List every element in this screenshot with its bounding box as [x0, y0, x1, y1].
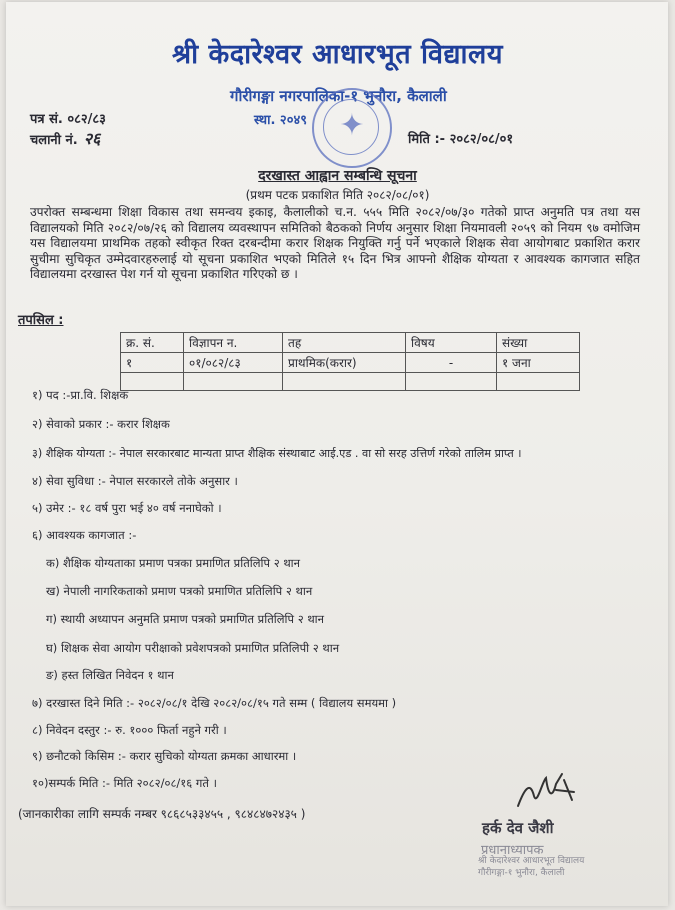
- col-header-subject: विषय: [406, 333, 497, 353]
- signatory-stamp: [478, 855, 584, 879]
- table-cell: १: [121, 353, 184, 373]
- item-selection: ९) छनौटको किसिम :- करार सुचिको योग्यता क्रमका आधारमा ।: [32, 749, 297, 763]
- table-cell: [184, 373, 283, 391]
- item-fee: ८) निवेदन दस्तुर :- रु. १००० फिर्ता नहुने गरी ।: [32, 723, 227, 737]
- table-cell: [283, 373, 406, 391]
- notice-body: उपरोक्त सम्बन्धमा शिक्षा विकास तथा समन्वय इकाइ, कैलालीको च.न. ५५५ मिति २०८२/०७/३० गतेको प्राप्त अनुमति पत्र तथा यस विद्यालयको मिति २०८२/०७/२६ को विद्यालय व्यवस्थापन समितिको बैठकको निर्णय अनुसार शिक्षा नियमावली २०५९ को नियम ९७ वमोजिम यस विद्यालयमा प्राथमिक तहको स्वीकृत रिक्त दरबन्दीमा करार शिक्षक नियुक्ति गर्नु पर्ने भएकाले शिक्षक सेवा आयोगबाट प्रकाशित करार सुचीमा सुचिकृत उम्मेदवारहरुलाई यो सूचना प्रकाशित भएको मितिले १५ दिन भित्र आफ्नो शैक्षिक योग्यता र आवश्यक कागजात सहित विद्यालयमा दरखास्त पेश गर्न यो सूचना प्रकाशित गरिएको छ ।: [30, 205, 640, 281]
- item-contact-date: १०)सम्पर्क मिति :- मिति २०८२/०८/१६ गते ।: [32, 776, 217, 790]
- table-cell: ०१/०८२/८३: [184, 353, 283, 373]
- details-label: तपसिल :: [18, 313, 64, 328]
- table-cell: [121, 373, 184, 391]
- signatory-title: प्रधानाध्यापक: [481, 843, 544, 858]
- established-year: स्था. २०४९: [254, 113, 307, 128]
- table-row: [121, 353, 580, 373]
- item-facility: ४) सेवा सुविधा :- नेपाल सरकारले तोके अनुसार ।: [32, 474, 238, 488]
- dispatch-label: चलानी नं.: [30, 133, 78, 148]
- col-header-serial: क्र. सं.: [121, 333, 184, 353]
- item-doc-e: ङ) हस्त लिखित निवेदन १ थान: [46, 668, 174, 682]
- school-address: गौरीगङ्गा नगरपालिका-१ भुनौरा, कैलाली: [230, 87, 447, 105]
- reference-number: पत्र सं. ०८२/८३: [30, 112, 106, 127]
- item-age: ५) उमेर :- १८ वर्ष पुरा भई ४० वर्ष ननाघेको ।: [32, 501, 222, 515]
- table-cell: [497, 373, 580, 391]
- item-contact-numbers: (जानकारीका लागि सम्पर्क नम्बर ९८६८५३३४५५ , ९८४८४७२४३५ ): [18, 807, 306, 821]
- notice-title: दरखास्त आह्वान सम्बन्धि सूचना: [258, 168, 417, 184]
- item-post: १) पद :-प्रा.वि. शिक्षक: [32, 388, 129, 402]
- item-service-type: २) सेवाको प्रकार :- करार शिक्षक: [32, 417, 170, 431]
- table-cell: प्राथमिक(करार): [283, 353, 406, 373]
- table-row: [121, 373, 580, 391]
- signatory-name: हर्क देव जैशी: [482, 819, 554, 837]
- signature-scribble: [512, 770, 584, 816]
- dispatch-value: २६: [83, 129, 101, 148]
- school-name: श्री केदारेश्वर आधारभूत विद्यालय: [171, 39, 504, 70]
- letter-date: मिति :- २०८२/०८/०१: [408, 132, 514, 147]
- notice-subtitle: (प्रथम पटक प्रकाशित मिति २०८२/०८/०१): [245, 188, 430, 202]
- col-header-ad-no: विज्ञापन न.: [184, 333, 283, 353]
- item-doc-b: ख) नेपाली नागरिकताको प्रमाण पत्रको प्रमाणित प्रतिलिपि २ थान: [46, 584, 313, 598]
- dispatch-number: [30, 127, 100, 149]
- stamp-line-school: श्री केदारेश्वर आधारभूत विद्यालय: [478, 856, 585, 866]
- col-header-count: संख्या: [497, 333, 580, 353]
- item-qualification: ३) शैक्षिक योग्यता :- नेपाल सरकारबाट मान्यता प्राप्त शैक्षिक संस्थाबाट आई.एड . वा सो सरह उत्तिर्ण गरेको तालिम प्राप्त ।: [32, 447, 522, 460]
- item-apply-date: ७) दरखास्त दिने मिति :- २०८२/०८/१ देखि २०८२/०८/१५ गते सम्म ( विद्यालय समयमा ): [32, 696, 397, 710]
- item-documents-label: ६) आवश्यक कागजात :-: [32, 528, 137, 542]
- stamp-line-address: गौरीगङ्गा-१ भुनौरा, कैलाली: [478, 868, 565, 878]
- item-doc-d: घ) शिक्षक सेवा आयोग परीक्षाको प्रवेशपत्रको प्रमाणित प्रतिलिपी २ थान: [46, 641, 340, 655]
- table-cell: -: [406, 353, 497, 373]
- table-header-row: [121, 333, 580, 353]
- item-doc-a: क) शैक्षिक योग्यताका प्रमाण पत्रका प्रमाणित प्रतिलिपि २ थान: [46, 556, 301, 570]
- table-cell: १ जना: [497, 353, 580, 373]
- vacancy-table: [120, 332, 580, 391]
- school-seal-icon: ✦: [312, 88, 392, 168]
- table-cell: [406, 373, 497, 391]
- col-header-level: तह: [283, 333, 406, 353]
- item-doc-c: ग) स्थायी अध्यापन अनुमति प्रमाण पत्रको प्रमाणित प्रतिलिपि २ थान: [46, 612, 325, 626]
